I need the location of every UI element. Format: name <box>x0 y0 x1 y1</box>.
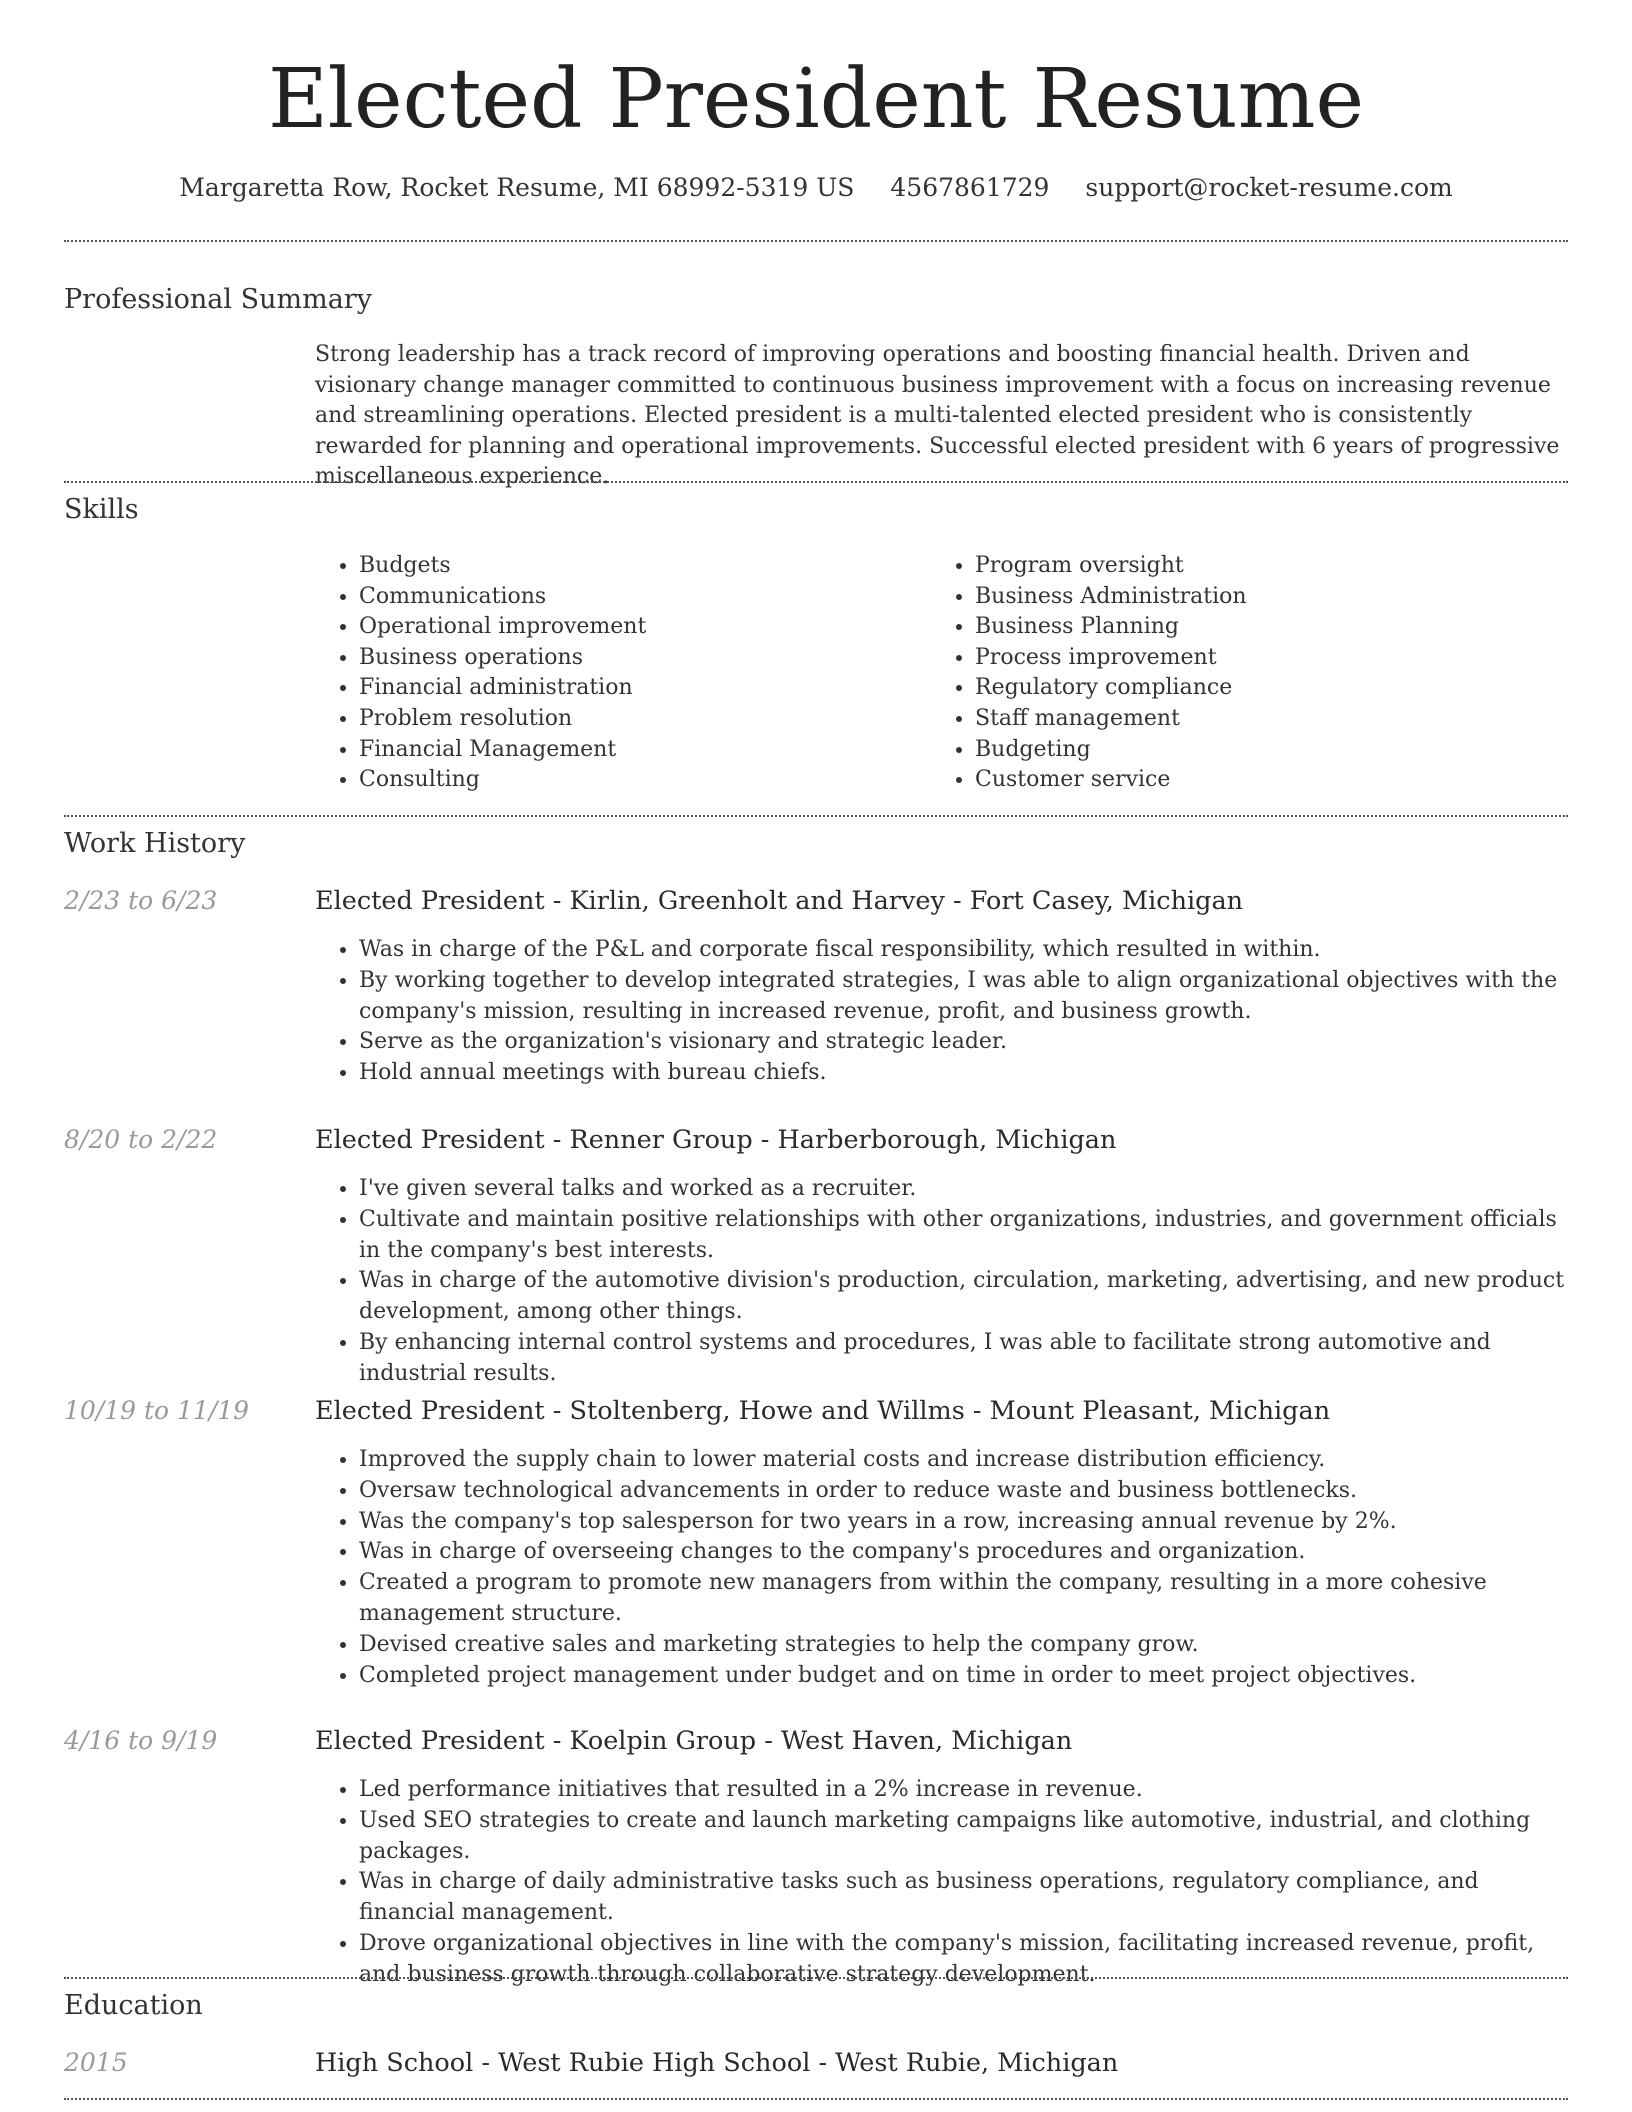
contact-phone[interactable]: 4567861729 <box>890 173 1050 202</box>
skill-item: • Business operations <box>359 643 931 674</box>
job-bullet: • Serve as the organization's visionary and strategic leader. <box>359 1027 1575 1058</box>
contact-line <box>0 170 1632 206</box>
skill-item: • Consulting <box>359 765 931 796</box>
job-bullet: • Led performance initiatives that resulted in a 2% increase in revenue. <box>359 1775 1575 1806</box>
summary-heading: Professional Summary <box>64 284 372 315</box>
contact-email[interactable]: support@rocket-resume.com <box>1085 173 1453 202</box>
education-title: High School - West Rubie High School - West Rubie, Michigan <box>315 2048 1119 2078</box>
job-bullets <box>315 1445 1575 1691</box>
skill-item: • Staff management <box>975 704 1547 735</box>
skill-item: • Communications <box>359 582 931 613</box>
job-title: Elected President - Kirlin, Greenholt and Harvey - Fort Casey, Michigan <box>315 886 1244 916</box>
job-bullet: • Oversaw technological advancements in order to reduce waste and business bottlenecks. <box>359 1476 1575 1507</box>
job-bullet: • Cultivate and maintain positive relationships with other organizations, industries, and government officials in the company's best interests. <box>359 1205 1575 1267</box>
job-bullet: • Devised creative sales and marketing strategies to help the company grow. <box>359 1630 1575 1661</box>
job-date: 2/23 to 6/23 <box>64 886 218 915</box>
section-divider <box>64 481 1568 483</box>
job-bullet: • Was the company's top salesperson for two years in a row, increasing annual revenue by 2%. <box>359 1507 1575 1538</box>
skill-item: • Business Planning <box>975 612 1547 643</box>
education-date: 2015 <box>64 2048 128 2077</box>
job-bullet: • Was in charge of the P&L and corporate fiscal responsibility, which resulted in within. <box>359 935 1575 966</box>
job-bullet: • Was in charge of the automotive division's production, circulation, marketing, advertising, and new product development, among other things. <box>359 1266 1575 1328</box>
job-bullet: • Was in charge of daily administrative tasks such as business operations, regulatory compliance, and financial management. <box>359 1867 1575 1929</box>
job-bullet: • By enhancing internal control systems and procedures, I was able to facilitate strong automotive and industrial results. <box>359 1328 1575 1390</box>
skill-item: • Problem resolution <box>359 704 931 735</box>
job-bullet: • Hold annual meetings with bureau chiefs. <box>359 1058 1575 1089</box>
job-bullets <box>315 935 1575 1089</box>
job-bullets <box>315 1775 1575 1991</box>
skill-item: • Financial administration <box>359 673 931 704</box>
job-bullet: • Completed project management under budget and on time in order to meet project objectives. <box>359 1661 1575 1692</box>
section-divider <box>64 240 1568 242</box>
job-title: Elected President - Koelpin Group - West Haven, Michigan <box>315 1726 1073 1756</box>
skill-item: • Operational improvement <box>359 612 931 643</box>
job-bullet: • Used SEO strategies to create and launch marketing campaigns like automotive, industrial, and clothing packages. <box>359 1806 1575 1868</box>
skill-item: • Budgets <box>359 551 931 582</box>
job-bullet: • Improved the supply chain to lower material costs and increase distribution efficiency. <box>359 1445 1575 1476</box>
section-divider <box>64 1977 1568 1979</box>
section-divider <box>64 2098 1568 2100</box>
skill-item: • Business Administration <box>975 582 1547 613</box>
skills-heading: Skills <box>64 494 139 525</box>
work-history-heading: Work History <box>64 828 246 859</box>
skill-item: • Financial Management <box>359 735 931 766</box>
skill-item: • Program oversight <box>975 551 1547 582</box>
contact-address: Margaretta Row, Rocket Resume, MI 68992-5319 US <box>179 173 855 202</box>
job-bullet: • By working together to develop integrated strategies, I was able to align organizational objectives with the company's mission, resulting in increased revenue, profit, and business growth. <box>359 966 1575 1028</box>
job-date: 10/19 to 11/19 <box>64 1396 250 1425</box>
job-bullet: • Was in charge of overseeing changes to the company's procedures and organization. <box>359 1537 1575 1568</box>
job-date: 4/16 to 9/19 <box>64 1726 218 1755</box>
job-bullet: • I've given several talks and worked as a recruiter. <box>359 1174 1575 1205</box>
job-title: Elected President - Renner Group - Harberborough, Michigan <box>315 1125 1117 1155</box>
skill-item: • Process improvement <box>975 643 1547 674</box>
job-bullet: • Drove organizational objectives in line with the company's mission, facilitating increased revenue, profit, and business growth through collaborative strategy development. <box>359 1929 1575 1991</box>
job-bullet: • Created a program to promote new managers from within the company, resulting in a more cohesive management structure. <box>359 1568 1575 1630</box>
job-bullets <box>315 1174 1575 1390</box>
skills-column-right <box>931 551 1547 796</box>
job-date: 8/20 to 2/22 <box>64 1125 218 1154</box>
summary-text: Strong leadership has a track record of improving operations and boosting financial health. Driven and visionary change manager committed to continuous business improvement with a focus on increasing revenue and streamlining operations. Elected president is a multi-talented elected president who is consistently rewarded for planning and operational improvements. Successful elected president with 6 years of progressive miscellaneous experience. <box>315 342 1560 489</box>
job-title: Elected President - Stoltenberg, Howe and Willms - Mount Pleasant, Michigan <box>315 1396 1331 1426</box>
skill-item: • Budgeting <box>975 735 1547 766</box>
section-divider <box>64 815 1568 817</box>
resume-title: Elected President Resume <box>267 52 1365 147</box>
education-heading: Education <box>64 1990 203 2021</box>
skills-list <box>315 551 1575 796</box>
skill-item: • Regulatory compliance <box>975 673 1547 704</box>
skills-column-left <box>315 551 931 796</box>
skill-item: • Customer service <box>975 765 1547 796</box>
